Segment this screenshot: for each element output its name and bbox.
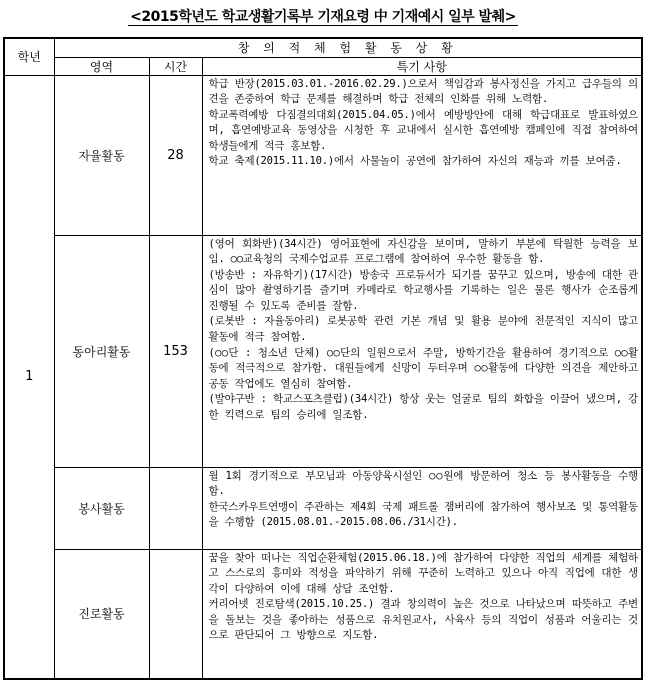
hours-cell: 153 xyxy=(149,235,202,467)
remark-paragraph: (발야구반 : 학교스포츠클럽)(34시간) 항상 웃는 얼굴로 팀의 화합을 이끌어 냈으며, 강한 킥력으로 팀의 승리에 일조함. xyxy=(208,393,638,422)
remarks-header: 특기 사항 xyxy=(202,57,642,75)
remark-paragraph: 한국스카우트연맹이 주관하는 제4회 국제 패트롤 잼버리에 참가하여 행사보조 및 통역활동을 수행함 (2015.08.01.-2015.08.06./31시간). xyxy=(208,500,638,529)
area-header: 영역 xyxy=(54,57,149,75)
remark-paragraph: 학교 축제(2015.11.10.)에서 사물놀이 공연에 참가하여 자신의 재능과 끼를 보여줌. xyxy=(208,155,622,168)
activities-group-header: 창 의 적 체 험 활 동 상 황 xyxy=(54,38,642,57)
remark-cell xyxy=(202,467,642,549)
area-cell: 진로활동 xyxy=(54,549,149,679)
remark-paragraph: 학급 반장(2015.03.01.-2016.02.29.)으로서 책임감과 봉사정신을 가지고 급우들의 의견을 존중하여 학급 문제를 해결하며 학급 전체의 인화를 위해 노력함. xyxy=(208,77,638,106)
remark-paragraph: 학교폭력예방 다짐결의대회(2015.04.05.)에서 예방방안에 대해 학급대표로 발표하였으며, 흡연예방교육 동영상을 시청한 후 교내에서 실시한 흡연예방 캠페인에 직접 참여하여 학생들에게 적극 홍보함. xyxy=(208,108,638,152)
document-title: <2015학년도 학교생활기록부 기재요령 中 기재예시 일부 발췌> xyxy=(130,9,516,25)
grade-cell: 1 xyxy=(4,75,54,679)
grade-header: 학년 xyxy=(4,38,54,75)
hours-header: 시간 xyxy=(149,57,202,75)
table-row xyxy=(4,75,642,235)
area-cell: 동아리활동 xyxy=(54,235,149,467)
area-cell: 자율활동 xyxy=(54,75,149,235)
remark-paragraph: (○○단 : 청소년 단체) ○○단의 일원으로서 주말, 방학기간을 활용하여 경기적으로 ○○활동에 적극적으로 참가함. 대원들에게 신망이 두터우며 ○○활동에 다양한 의견을 제안하고 공동 작업에도 열심히 참여함. xyxy=(208,346,638,390)
table-row xyxy=(4,549,642,679)
table-row xyxy=(4,467,642,549)
hours-cell: 28 xyxy=(149,75,202,235)
remark-paragraph: 월 1회 경기적으로 부모님과 아동양육시설인 ○○원에 방문하여 청소 등 봉사활동을 수행함. xyxy=(208,469,638,498)
area-cell: 봉사활동 xyxy=(54,467,149,549)
remark-cell xyxy=(202,235,642,467)
hours-cell xyxy=(149,467,202,549)
remark-paragraph: 꿈을 찾아 떠나는 직업순환체험(2015.06.18.)에 참가하여 다양한 직업의 세계를 체험하고 스스로의 흥미와 적성을 파악하기 위해 꾸준히 노력하고 있으나 아직 직업에 대한 생각이 다양하여 이에 대해 상담 조언함. xyxy=(208,551,638,595)
remark-paragraph: 커리어넷 진로탐색(2015.10.25.) 결과 창의력이 높은 것으로 나타났으며 따뜻하고 주변을 돌보는 것을 좋아하는 성품으로 유치원교사, 사육사 등의 직업이 성품과 어울리는 것으로 판단되어 그 방향으로 지도함. xyxy=(208,598,638,642)
table-row xyxy=(4,235,642,467)
remark-paragraph: (로봇반 : 자율동아리) 로봇공학 관련 기본 개념 및 활용 분야에 전문적인 지식이 많고 활동에 적극 참여함. xyxy=(208,315,638,344)
remark-paragraph: (방송반 : 자유학기)(17시간) 방송국 프로듀서가 되기를 꿈꾸고 있으며, 방송에 대한 관심이 많아 촬영하기를 즐기며 카메라로 학교행사를 기록하는 일은 물론 행사가 순조롭게 진행될 수 있도록 준비를 잘함. xyxy=(208,268,638,312)
remark-cell xyxy=(202,75,642,235)
remark-paragraph: (영어 회화반)(34시간) 영어표현에 자신감을 보이며, 말하기 부분에 탁월한 능력을 보임. ○○교육청의 국제수업교류 프로그램에 참여하여 우수한 활동을 함. xyxy=(208,237,638,266)
hours-cell xyxy=(149,549,202,679)
creative-activities-table xyxy=(3,37,643,680)
remark-cell xyxy=(202,549,642,679)
